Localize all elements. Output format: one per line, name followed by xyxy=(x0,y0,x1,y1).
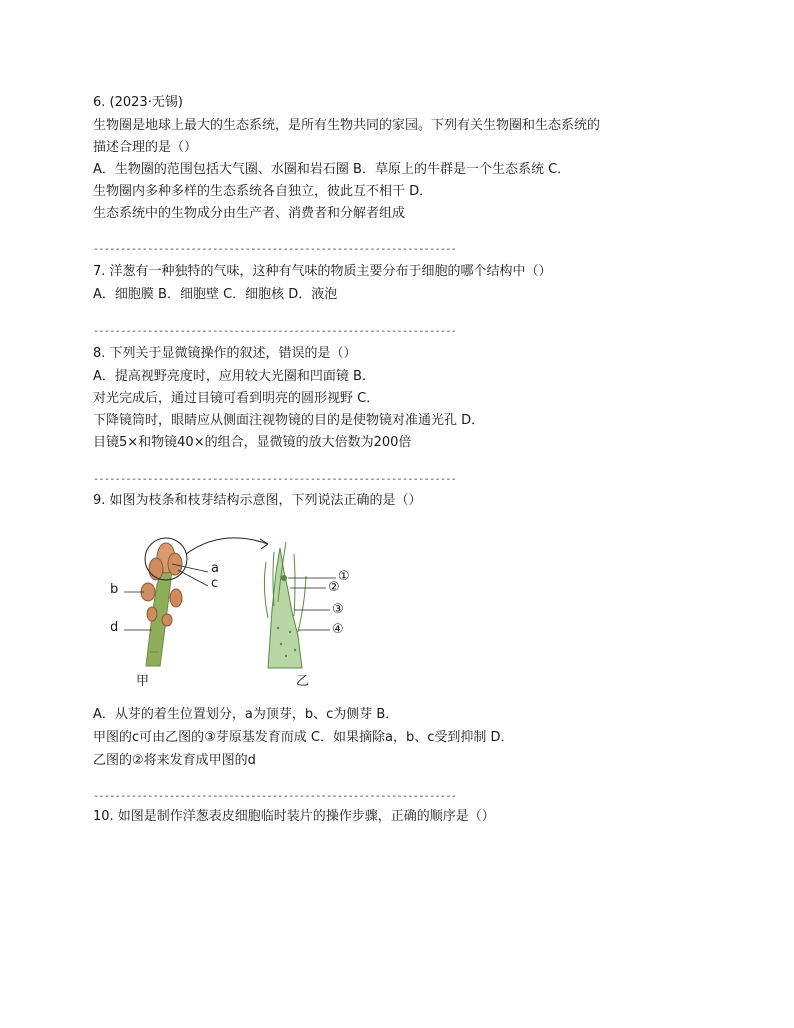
label-2: ② xyxy=(328,580,340,595)
q9-options-line-3: 乙图的②将来发育成甲图的d xyxy=(93,753,256,768)
q6-title: 6. (2023·无锡) xyxy=(93,95,183,110)
label-jia: 甲 xyxy=(136,674,150,689)
q6-stem-line-1: 生物圈是地球上最大的生态系统，是所有生物共同的家园。下列有关生物圈和生态系统的 xyxy=(93,118,601,133)
q9-options-line-1: A．从芽的着生位置划分，a为顶芽，b、c为侧芽 B． xyxy=(93,707,399,722)
q9-title: 9. 如图为枝条和枝芽结构示意图，下列说法正确的是（） xyxy=(93,493,422,508)
branch-jia-illustration xyxy=(141,538,187,666)
label-b: b xyxy=(110,582,119,597)
label-4: ④ xyxy=(332,622,344,637)
label-d: d xyxy=(110,620,119,635)
q8-options-line-1: A．提高视野亮度时，应用较大光圈和凹面镜 B． xyxy=(93,369,375,384)
label-1: ① xyxy=(338,569,350,584)
separator-1: ------------------------------------------------------------------- xyxy=(93,244,457,255)
q7-options: A．细胞膜 B．细胞壁 C．细胞核 D．液泡 xyxy=(93,287,338,302)
label-3: ③ xyxy=(332,602,344,617)
label-a: a xyxy=(211,561,219,576)
q9-options-line-2: 甲图的c可由乙图的③芽原基发育而成 C．如果摘除a，b、c受到抑制 D． xyxy=(93,730,514,745)
separator-2: ------------------------------------------------------------------- xyxy=(93,326,457,337)
bud-section-yi-illustration xyxy=(264,542,306,668)
q6-options-line-2: 生物圈内多种多样的生态系统各自独立，彼此互不相干 D． xyxy=(93,184,433,199)
q10-title: 10. 如图是制作洋葱表皮细胞临时装片的操作步骤，正确的顺序是（） xyxy=(93,809,495,824)
q6-options-line-1: A．生物圈的范围包括大气圈、水圈和岩石圈 B．草原上的牛群是一个生态系统 C． xyxy=(93,162,571,177)
q6-stem-line-2: 描述合理的是（） xyxy=(93,140,198,155)
q6-options-line-3: 生态系统中的生物成分由生产者、消费者和分解者组成 xyxy=(93,206,406,221)
label-c: c xyxy=(211,576,219,591)
q8-options-line-2: 对光完成后，通过目镜可看到明亮的圆形视野 C． xyxy=(93,391,380,406)
q8-options-line-3: 下降镜筒时，眼睛应从侧面注视物镜的目的是使物镜对准通光孔 D． xyxy=(93,413,485,428)
arrow xyxy=(186,538,268,554)
separator-4: ------------------------------------------------------------------- xyxy=(93,791,457,802)
q8-options-line-4: 目镜5×和物镜40×的组合，显微镜的放大倍数为200倍 xyxy=(93,435,412,450)
q8-title: 8. 下列关于显微镜操作的叙述，错误的是（） xyxy=(93,346,357,361)
label-yi: 乙 xyxy=(296,674,310,689)
q7-title: 7. 洋葱有一种独特的气味，这种有气味的物质主要分布于细胞的哪个结构中（） xyxy=(93,264,552,279)
branch-and-bud-figure xyxy=(100,532,390,702)
separator-3: ------------------------------------------------------------------- xyxy=(93,474,457,485)
